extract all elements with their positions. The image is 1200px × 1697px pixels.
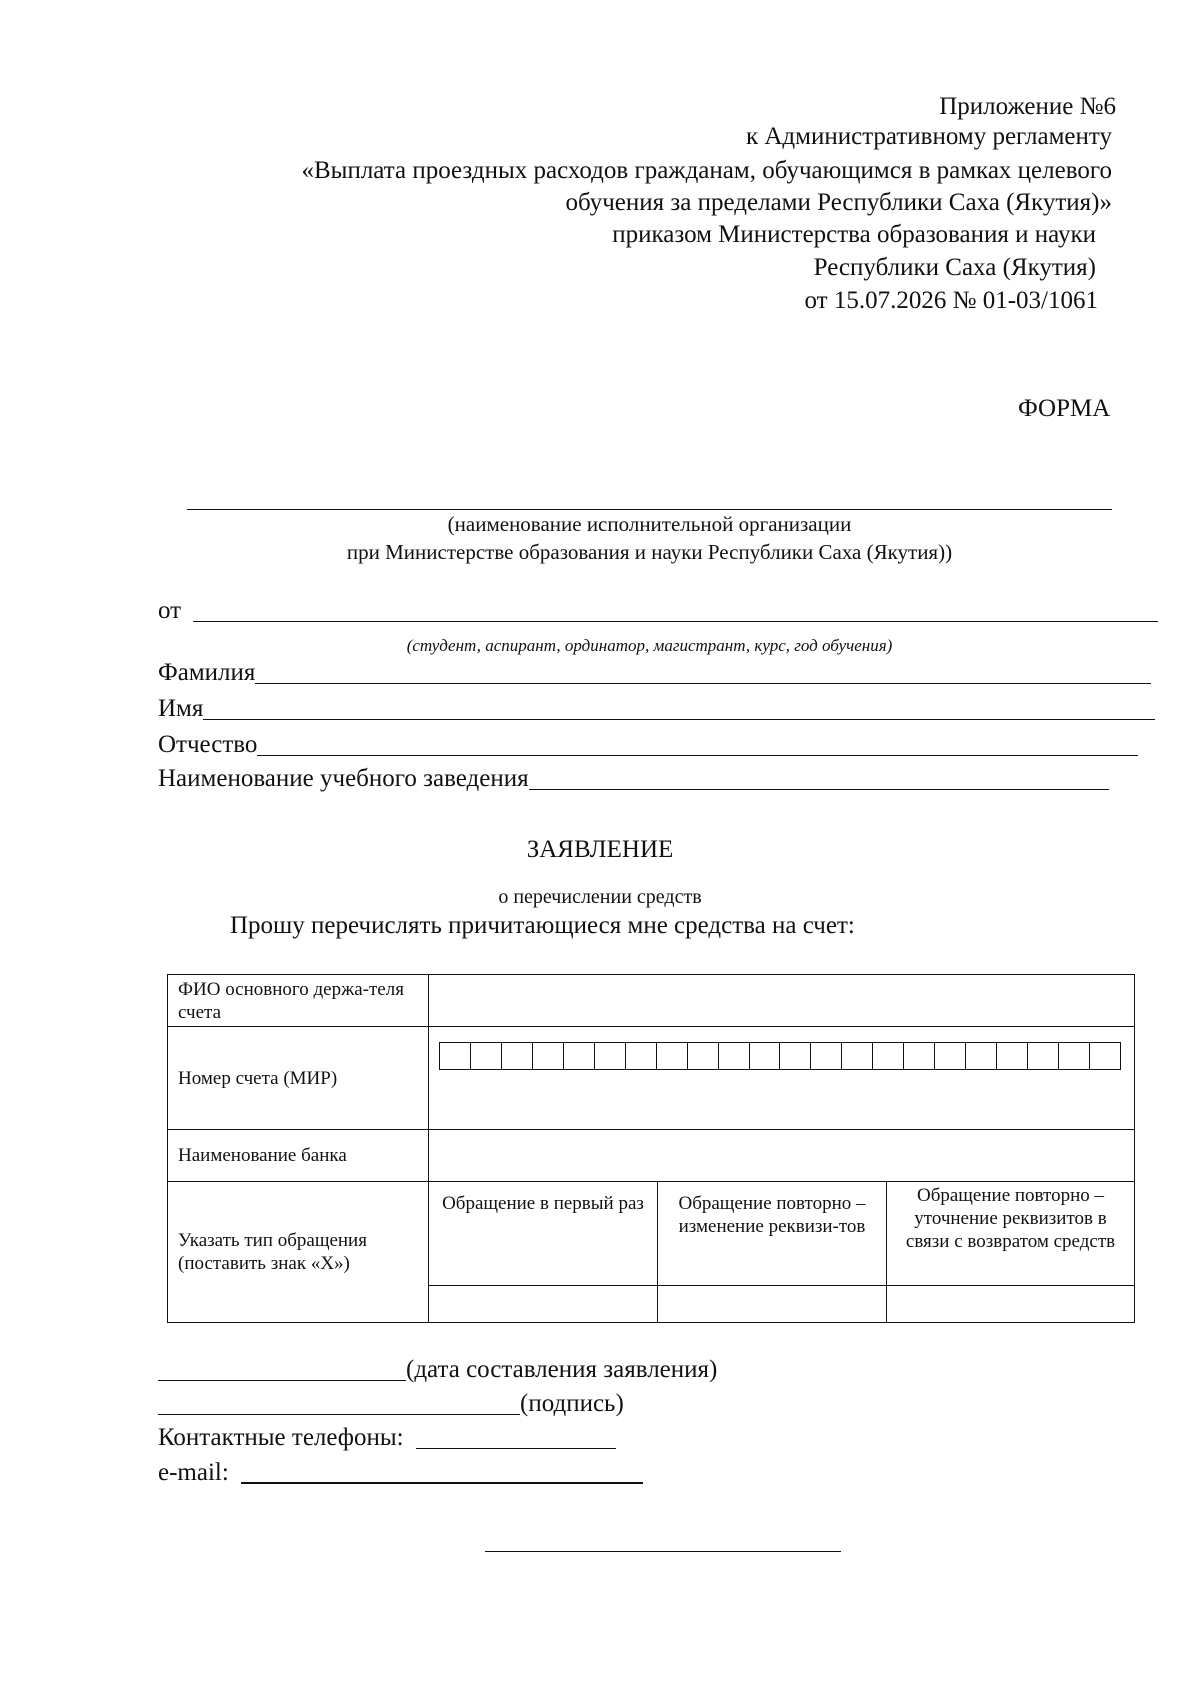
account-digit-box[interactable] bbox=[1090, 1042, 1121, 1070]
name-line[interactable] bbox=[203, 694, 1155, 720]
account-digit-box[interactable] bbox=[533, 1042, 564, 1070]
from-field bbox=[158, 596, 1158, 626]
request-type-label: Указать тип обращения (поставить знак «Х») bbox=[168, 1182, 429, 1323]
account-digit-box[interactable] bbox=[595, 1042, 626, 1070]
account-digit-box[interactable] bbox=[626, 1042, 657, 1070]
account-digit-box[interactable] bbox=[719, 1042, 750, 1070]
statement-title: ЗАЯВЛЕНИЕ bbox=[526, 836, 674, 863]
signature-line[interactable] bbox=[158, 1389, 520, 1415]
email-field bbox=[158, 1457, 643, 1488]
order-line-2: Республики Саха (Якутия) bbox=[813, 254, 1096, 281]
account-digit-box[interactable] bbox=[502, 1042, 533, 1070]
surname-field bbox=[158, 658, 1151, 688]
account-digit-box[interactable] bbox=[657, 1042, 688, 1070]
option-repeat-clarify: Обращение повторно – уточнение реквизитов в связи с возвратом средств bbox=[887, 1182, 1135, 1286]
patronymic-label: Отчество bbox=[158, 731, 258, 758]
option-first-time: Обращение в первый раз bbox=[429, 1182, 658, 1286]
account-digit-box[interactable] bbox=[564, 1042, 595, 1070]
account-digit-box[interactable] bbox=[935, 1042, 966, 1070]
email-line[interactable] bbox=[241, 1457, 643, 1484]
account-digit-box[interactable] bbox=[1028, 1042, 1059, 1070]
date-line[interactable] bbox=[158, 1355, 406, 1381]
table-row bbox=[168, 1130, 1135, 1182]
organization-field-line[interactable] bbox=[187, 509, 1112, 510]
organization-caption-line-1: (наименование исполнительной организации bbox=[447, 512, 852, 536]
account-digit-box[interactable] bbox=[750, 1042, 781, 1070]
account-number-cell bbox=[429, 1027, 1135, 1130]
account-digit-box[interactable] bbox=[997, 1042, 1028, 1070]
account-digit-box[interactable] bbox=[688, 1042, 719, 1070]
form-label: ФОРМА bbox=[1018, 395, 1111, 422]
patronymic-field bbox=[158, 730, 1138, 760]
statement-request: Прошу перечислять причитающиеся мне средства на счет: bbox=[230, 912, 855, 939]
regulation-title-line-1: «Выплата проездных расходов гражданам, обучающимся в рамках целевого bbox=[301, 157, 1112, 184]
account-digit-box[interactable] bbox=[966, 1042, 997, 1070]
surname-label: Фамилия bbox=[158, 659, 256, 686]
holder-value-cell[interactable] bbox=[429, 975, 1135, 1027]
table-row bbox=[168, 975, 1135, 1027]
regulation-line: к Административному регламенту bbox=[745, 123, 1112, 150]
patronymic-line[interactable] bbox=[257, 730, 1138, 756]
from-label: от bbox=[158, 597, 182, 624]
institution-label: Наименование учебного заведения bbox=[158, 765, 529, 792]
account-digit-box[interactable] bbox=[439, 1042, 471, 1070]
appendix-number: Приложение №6 bbox=[939, 93, 1116, 120]
account-label: Номер счета (МИР) bbox=[168, 1027, 429, 1130]
account-digit-box[interactable] bbox=[873, 1042, 904, 1070]
mark-repeat-change-cell[interactable] bbox=[658, 1286, 887, 1323]
phones-field bbox=[158, 1423, 616, 1453]
account-digit-box[interactable] bbox=[811, 1042, 842, 1070]
account-digit-boxes bbox=[439, 1042, 1121, 1070]
closing-divider bbox=[485, 1551, 841, 1552]
account-digit-box[interactable] bbox=[471, 1042, 502, 1070]
bank-value-cell[interactable] bbox=[429, 1130, 1135, 1182]
date-field bbox=[158, 1355, 717, 1385]
email-label: e-mail: bbox=[158, 1459, 229, 1486]
account-digit-box[interactable] bbox=[842, 1042, 873, 1070]
surname-line[interactable] bbox=[255, 658, 1151, 684]
bank-details-table bbox=[167, 974, 1135, 1323]
phones-line[interactable] bbox=[416, 1423, 616, 1449]
organization-caption-line-2: при Министерстве образования и науки Республики Саха (Якутия)) bbox=[346, 540, 953, 564]
holder-label: ФИО основного держа-теля счета bbox=[168, 975, 429, 1027]
institution-line[interactable] bbox=[529, 764, 1109, 790]
option-repeat-change: Обращение повторно – изменение реквизи-тов bbox=[658, 1182, 887, 1286]
name-label: Имя bbox=[158, 695, 204, 722]
from-line[interactable] bbox=[193, 596, 1158, 622]
signature-field bbox=[158, 1389, 624, 1419]
phones-label: Контактные телефоны: bbox=[158, 1424, 404, 1451]
account-digit-box[interactable] bbox=[904, 1042, 935, 1070]
regulation-title-line-2: обучения за пределами Республики Саха (Якутия)» bbox=[565, 189, 1112, 216]
name-field bbox=[158, 694, 1155, 724]
order-date-number: от 15.07.2026 № 01-03/1061 bbox=[804, 287, 1098, 314]
account-digit-box[interactable] bbox=[1059, 1042, 1090, 1070]
order-line-1: приказом Министерства образования и науки bbox=[612, 221, 1096, 248]
institution-field bbox=[158, 764, 1109, 794]
bank-label: Наименование банка bbox=[168, 1130, 429, 1182]
date-label: (дата составления заявления) bbox=[406, 1356, 718, 1383]
status-hint: (студент, аспирант, ординатор, магистрант, курс, год обучения) bbox=[406, 636, 893, 655]
table-row bbox=[168, 1027, 1135, 1130]
table-row bbox=[168, 1182, 1135, 1286]
mark-first-time-cell[interactable] bbox=[429, 1286, 658, 1323]
signature-label: (подпись) bbox=[520, 1390, 624, 1417]
statement-subtitle: о перечислении средств bbox=[498, 886, 702, 908]
account-digit-box[interactable] bbox=[780, 1042, 811, 1070]
mark-repeat-clarify-cell[interactable] bbox=[887, 1286, 1135, 1323]
